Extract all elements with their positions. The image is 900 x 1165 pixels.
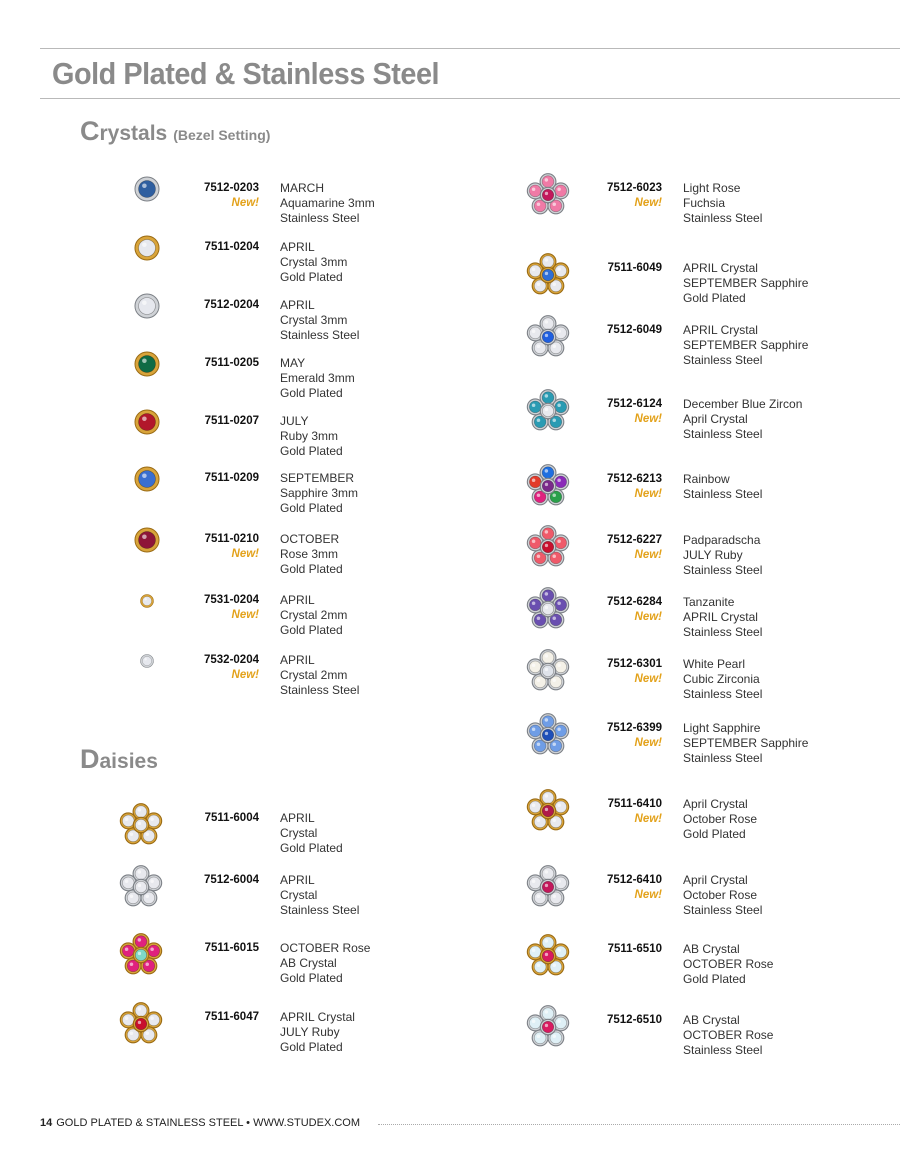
product-image: [119, 803, 163, 852]
section-rest: rystals: [99, 122, 168, 145]
product-description: [683, 533, 762, 578]
description-line: Gold Plated: [280, 270, 343, 284]
description-line: April Crystal: [683, 873, 748, 887]
product-image: [526, 649, 570, 698]
description-line: MARCH: [280, 181, 324, 195]
product-code: [600, 533, 662, 563]
product-code: [197, 414, 259, 429]
product-image: [134, 409, 160, 440]
product-code-text: 7511-6410: [607, 798, 662, 810]
product-code-text: 7511-0205: [204, 357, 259, 369]
product-description: [280, 298, 359, 343]
product-code: [600, 1013, 662, 1028]
product-code-text: 7512-6284: [607, 596, 662, 608]
new-badge: New!: [634, 488, 662, 500]
description-line: Gold Plated: [280, 841, 343, 855]
new-badge: New!: [231, 197, 259, 209]
product-image: [119, 1002, 163, 1051]
description-line: Stainless Steel: [683, 427, 763, 441]
description-line: SEPTEMBER: [280, 471, 355, 485]
description-line: APRIL: [280, 593, 315, 607]
new-badge: New!: [634, 611, 662, 623]
footer-dotted-rule: [378, 1124, 900, 1125]
description-line: SEPTEMBER Sapphire: [683, 736, 809, 750]
silver-bezel-stud-icon: [140, 654, 154, 668]
product-code: [197, 811, 259, 826]
product-image: [134, 351, 160, 382]
description-line: Stainless Steel: [683, 625, 763, 639]
product-description: [280, 532, 343, 577]
description-line: JULY Ruby: [280, 1025, 340, 1039]
description-line: Ruby 3mm: [280, 429, 339, 443]
description-line: OCTOBER: [280, 532, 340, 546]
daisy-stud-icon: [119, 933, 163, 977]
product-image: [140, 594, 154, 613]
description-line: Gold Plated: [280, 971, 343, 985]
product-image: [526, 713, 570, 762]
product-description: [280, 811, 343, 856]
product-code-text: 7512-6023: [607, 182, 662, 194]
product-image: [134, 466, 160, 497]
gold-bezel-stud-icon: [134, 235, 160, 261]
description-line: SEPTEMBER Sapphire: [683, 276, 809, 290]
product-code-text: 7511-6049: [607, 262, 662, 274]
description-line: Stainless Steel: [280, 683, 360, 697]
page-number: 14: [40, 1117, 53, 1129]
new-badge: New!: [634, 197, 662, 209]
product-code-text: 7511-6510: [607, 943, 662, 955]
description-line: October Rose: [683, 888, 758, 902]
product-code: [197, 941, 259, 956]
product-code-text: 7512-6049: [607, 324, 662, 336]
daisy-stud-icon: [526, 389, 570, 433]
description-line: Stainless Steel: [280, 211, 360, 225]
product-code: [197, 653, 259, 683]
description-line: April Crystal: [683, 797, 748, 811]
product-code: [197, 532, 259, 562]
description-line: Sapphire 3mm: [280, 486, 359, 500]
description-line: Gold Plated: [280, 444, 343, 458]
product-description: [683, 721, 808, 766]
product-image: [526, 525, 570, 574]
description-line: Fuchsia: [683, 196, 726, 210]
product-code-text: 7511-0210: [204, 533, 259, 545]
product-code: [197, 298, 259, 313]
new-badge: New!: [231, 548, 259, 560]
gold-bezel-stud-icon: [134, 351, 160, 377]
product-code-text: 7512-0203: [204, 182, 259, 194]
product-code-text: 7531-0204: [204, 594, 259, 606]
description-line: Stainless Steel: [683, 211, 763, 225]
description-line: Light Sapphire: [683, 721, 761, 735]
description-line: Stainless Steel: [683, 751, 763, 765]
product-description: [280, 414, 343, 459]
description-line: Crystal 3mm: [280, 255, 348, 269]
description-line: APRIL: [280, 873, 315, 887]
new-badge: New!: [634, 413, 662, 425]
description-line: AB Crystal: [683, 1013, 740, 1027]
description-line: Gold Plated: [683, 972, 746, 986]
new-badge: New!: [634, 889, 662, 901]
section-initial: C: [80, 116, 100, 146]
title-rule: [40, 98, 900, 99]
product-code-text: 7512-6004: [204, 874, 259, 886]
product-code: [197, 356, 259, 371]
product-code: [197, 1010, 259, 1025]
product-image: [119, 865, 163, 914]
product-code: [600, 721, 662, 751]
product-code-text: 7511-0207: [204, 415, 259, 427]
silver-bezel-stud-icon: [134, 293, 160, 319]
description-line: Light Rose: [683, 181, 741, 195]
product-code: [600, 323, 662, 338]
product-description: [683, 472, 762, 502]
product-code: [600, 397, 662, 427]
product-code: [600, 797, 662, 827]
daisy-stud-icon: [526, 934, 570, 978]
description-line: Cubic Zirconia: [683, 672, 760, 686]
product-code-text: 7512-6399: [607, 722, 662, 734]
description-line: Stainless Steel: [683, 903, 763, 917]
description-line: SEPTEMBER Sapphire: [683, 338, 809, 352]
product-description: [683, 657, 762, 702]
product-image: [134, 293, 160, 324]
description-line: APRIL Crystal: [683, 261, 758, 275]
daisy-stud-icon: [526, 173, 570, 217]
description-line: Gold Plated: [280, 562, 343, 576]
product-code-text: 7511-0204: [204, 241, 259, 253]
description-line: APRIL: [280, 240, 315, 254]
product-image: [526, 865, 570, 914]
product-image: [119, 933, 163, 982]
product-code-text: 7512-6124: [607, 398, 662, 410]
product-description: [280, 1010, 355, 1055]
description-line: OCTOBER Rose: [683, 1028, 774, 1042]
description-line: AB Crystal: [683, 942, 740, 956]
product-code: [600, 657, 662, 687]
daisy-stud-icon: [526, 789, 570, 833]
product-code: [197, 873, 259, 888]
product-code: [600, 595, 662, 625]
product-code-text: 7512-6213: [607, 473, 662, 485]
description-line: Emerald 3mm: [280, 371, 355, 385]
product-code: [600, 873, 662, 903]
description-line: Padparadscha: [683, 533, 761, 547]
product-description: [280, 240, 347, 285]
product-code-text: 7511-6015: [204, 942, 259, 954]
description-line: Crystal: [280, 826, 318, 840]
product-description: [280, 181, 375, 226]
gold-bezel-stud-icon: [134, 409, 160, 435]
daisy-stud-icon: [526, 315, 570, 359]
product-code: [600, 261, 662, 276]
daisy-stud-icon: [526, 253, 570, 297]
description-line: AB Crystal: [280, 956, 337, 970]
product-code: [600, 472, 662, 502]
product-image: [526, 789, 570, 838]
product-code-text: 7511-6004: [204, 812, 259, 824]
description-line: Stainless Steel: [683, 1043, 763, 1057]
description-line: Stainless Steel: [683, 353, 763, 367]
gold-bezel-stud-icon: [140, 594, 154, 608]
product-description: [280, 941, 370, 986]
product-image: [526, 253, 570, 302]
description-line: White Pearl: [683, 657, 746, 671]
description-line: October Rose: [683, 812, 758, 826]
product-description: [280, 356, 355, 401]
daisy-stud-icon: [526, 865, 570, 909]
description-line: Stainless Steel: [683, 563, 763, 577]
description-line: JULY: [280, 414, 309, 428]
description-line: Stainless Steel: [683, 487, 763, 501]
product-description: [280, 471, 358, 516]
section-heading-daisies: [80, 744, 158, 775]
description-line: Gold Plated: [280, 501, 343, 515]
product-image: [526, 315, 570, 364]
product-image: [526, 173, 570, 222]
description-line: Aquamarine 3mm: [280, 196, 375, 210]
product-code-text: 7512-6410: [607, 874, 662, 886]
product-image: [526, 464, 570, 513]
product-description: [683, 873, 762, 918]
product-description: [280, 873, 359, 918]
page-title: Gold Plated & Stainless Steel: [52, 56, 440, 91]
new-badge: New!: [231, 669, 259, 681]
gold-bezel-stud-icon: [134, 527, 160, 553]
product-description: [683, 181, 762, 226]
product-code-text: 7512-6301: [607, 658, 662, 670]
section-subtitle: (Bezel Setting): [173, 127, 271, 143]
daisy-stud-icon: [526, 587, 570, 631]
product-description: [683, 1013, 773, 1058]
description-line: Rainbow: [683, 472, 730, 486]
daisy-stud-icon: [526, 1005, 570, 1049]
product-description: [280, 593, 347, 638]
product-code: [197, 240, 259, 255]
description-line: Crystal 2mm: [280, 668, 348, 682]
product-description: [280, 653, 359, 698]
product-code: [600, 942, 662, 957]
description-line: Crystal 3mm: [280, 313, 348, 327]
product-description: [683, 595, 762, 640]
product-image: [526, 1005, 570, 1054]
daisy-stud-icon: [526, 713, 570, 757]
section-rest: aisies: [99, 750, 158, 773]
product-code: [197, 593, 259, 623]
daisy-stud-icon: [526, 649, 570, 693]
product-description: [683, 797, 757, 842]
daisy-stud-icon: [119, 865, 163, 909]
product-image: [140, 654, 154, 673]
footer-text: GOLD PLATED & STAINLESS STEEL • WWW.STUDEX.COM: [56, 1117, 361, 1129]
description-line: Gold Plated: [683, 291, 746, 305]
daisy-stud-icon: [526, 525, 570, 569]
product-description: [683, 323, 808, 368]
footer: [40, 1117, 360, 1129]
description-line: Crystal 2mm: [280, 608, 348, 622]
silver-bezel-stud-icon: [134, 176, 160, 202]
section-heading-crystals: [80, 116, 270, 147]
description-line: Stainless Steel: [280, 903, 360, 917]
description-line: Gold Plated: [683, 827, 746, 841]
description-line: JULY Ruby: [683, 548, 743, 562]
product-image: [134, 527, 160, 558]
description-line: APRIL Crystal: [280, 1010, 355, 1024]
description-line: Gold Plated: [280, 1040, 343, 1054]
description-line: Gold Plated: [280, 623, 343, 637]
product-code-text: 7511-0209: [204, 472, 259, 484]
product-code-text: 7511-6047: [204, 1011, 259, 1023]
description-line: Gold Plated: [280, 386, 343, 400]
product-code-text: 7512-6227: [607, 534, 662, 546]
product-image: [526, 587, 570, 636]
description-line: April Crystal: [683, 412, 748, 426]
new-badge: New!: [634, 673, 662, 685]
product-description: [683, 261, 808, 306]
product-code-text: 7512-6510: [607, 1014, 662, 1026]
product-image: [134, 235, 160, 266]
description-line: December Blue Zircon: [683, 397, 803, 411]
description-line: Tanzanite: [683, 595, 735, 609]
product-code-text: 7532-0204: [204, 654, 259, 666]
new-badge: New!: [231, 609, 259, 621]
top-rule: [40, 48, 900, 49]
gold-bezel-stud-icon: [134, 466, 160, 492]
new-badge: New!: [634, 737, 662, 749]
product-code-text: 7512-0204: [204, 299, 259, 311]
description-line: Stainless Steel: [683, 687, 763, 701]
new-badge: New!: [634, 813, 662, 825]
description-line: OCTOBER Rose: [280, 941, 371, 955]
daisy-stud-icon: [526, 464, 570, 508]
product-code: [600, 181, 662, 211]
product-description: [683, 397, 802, 442]
description-line: APRIL Crystal: [683, 610, 758, 624]
product-code: [197, 471, 259, 486]
description-line: OCTOBER Rose: [683, 957, 774, 971]
description-line: Crystal: [280, 888, 318, 902]
new-badge: New!: [634, 549, 662, 561]
product-code: [197, 181, 259, 211]
description-line: APRIL Crystal: [683, 323, 758, 337]
product-image: [526, 389, 570, 438]
description-line: APRIL: [280, 811, 315, 825]
description-line: Rose 3mm: [280, 547, 339, 561]
product-image: [526, 934, 570, 983]
daisy-stud-icon: [119, 803, 163, 847]
section-initial: D: [80, 744, 100, 774]
daisy-stud-icon: [119, 1002, 163, 1046]
description-line: APRIL: [280, 653, 315, 667]
description-line: Stainless Steel: [280, 328, 360, 342]
description-line: MAY: [280, 356, 306, 370]
description-line: APRIL: [280, 298, 315, 312]
product-description: [683, 942, 773, 987]
product-image: [134, 176, 160, 207]
